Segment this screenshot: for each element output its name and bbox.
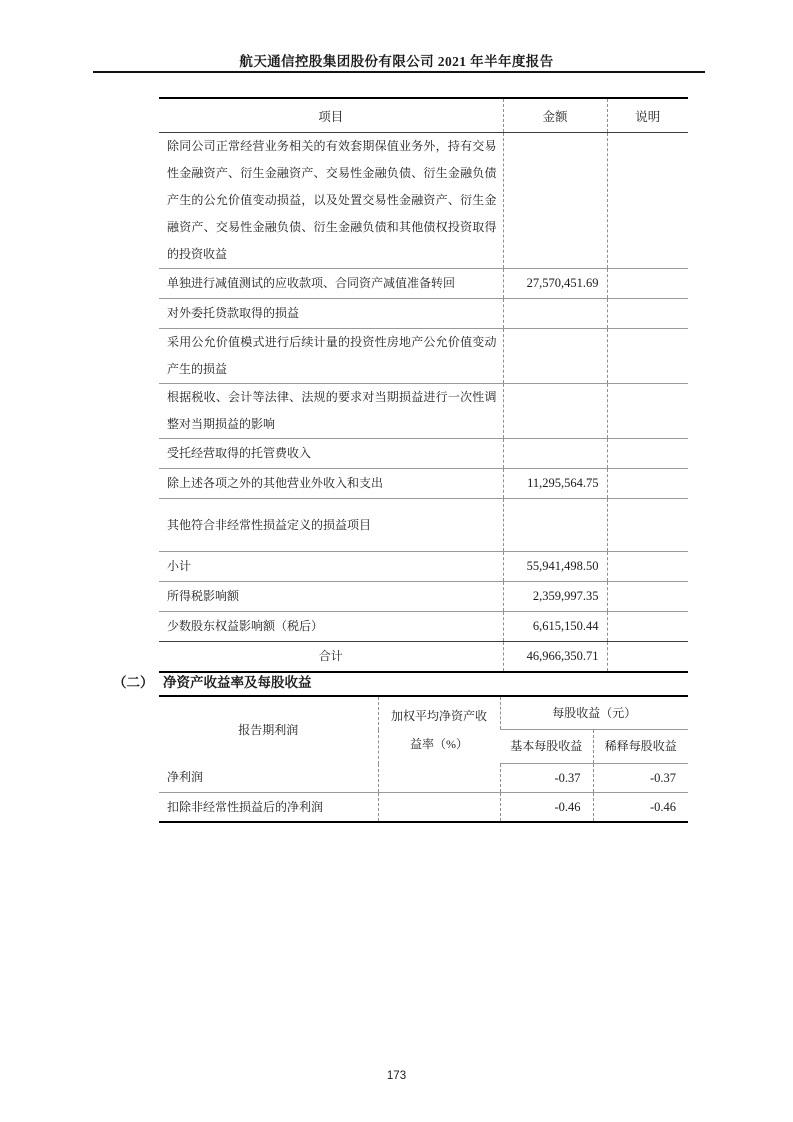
basic-eps-cell: -0.37 [500, 764, 593, 793]
item-cell: 小计 [159, 552, 503, 582]
section-marker: （二） [113, 675, 154, 690]
item-cell: 少数股东权益影响额（税后） [159, 612, 503, 642]
item-cell: 受托经营取得的托管费收入 [159, 439, 503, 469]
column-header-roe: 加权平均净资产收益率（%） [378, 696, 500, 764]
item-cell: 除上述各项之外的其他营业外收入和支出 [159, 469, 503, 499]
note-cell [607, 499, 688, 552]
item-cell: 所得税影响额 [159, 582, 503, 612]
note-cell [607, 329, 688, 384]
section-heading [113, 671, 688, 691]
note-cell [607, 552, 688, 582]
diluted-eps-cell: -0.37 [593, 764, 688, 793]
note-cell [607, 612, 688, 642]
item-cell: 采用公允价值模式进行后续计量的投资性房地产公允价值变动产生的损益 [159, 329, 503, 384]
roe-eps-table [159, 695, 688, 823]
column-header-basic-eps: 基本每股收益 [500, 730, 593, 764]
roe-cell [378, 764, 500, 793]
amount-cell [503, 133, 607, 269]
item-cell: 根据税收、会计等法律、法规的要求对当期损益进行一次性调整对当期损益的影响 [159, 384, 503, 439]
amount-cell [503, 439, 607, 469]
table-row [159, 499, 688, 552]
non-recurring-items-table [159, 97, 688, 673]
table-row [159, 469, 688, 499]
note-cell [607, 582, 688, 612]
note-cell [607, 299, 688, 329]
note-cell [607, 439, 688, 469]
amount-cell [503, 299, 607, 329]
amount-cell [503, 384, 607, 439]
label-cell: 净利润 [167, 770, 204, 785]
item-cell: 对外委托贷款取得的损益 [159, 299, 503, 329]
amount-cell: 2,359,997.35 [503, 582, 607, 612]
table-row [159, 269, 688, 299]
page-number: 173 [386, 1070, 407, 1082]
item-cell: 其他符合非经常性损益定义的损益项目 [159, 499, 503, 552]
column-header-item: 项目 [159, 98, 503, 133]
note-cell [607, 133, 688, 269]
amount-cell: 46,966,350.71 [503, 642, 607, 673]
note-cell [607, 269, 688, 299]
amount-cell [503, 329, 607, 384]
table-row [159, 793, 688, 823]
note-cell [607, 384, 688, 439]
amount-cell: 55,941,498.50 [503, 552, 607, 582]
column-header-note: 说明 [607, 98, 688, 133]
table-row [159, 764, 688, 793]
item-cell: 除同公司正常经营业务相关的有效套期保值业务外，持有交易性金融资产、衍生金融资产、交易性金融负债、衍生金融负债产生的公允价值变动损益，以及处置交易性金融资产、衍生金融资产、交易性金融负债、衍生金融负债和其他债权投资取得的投资收益 [167, 139, 497, 261]
item-cell: 单独进行减值测试的应收款项、合同资产减值准备转回 [159, 269, 503, 299]
header-rule [93, 71, 705, 73]
subtotal-row [159, 552, 688, 582]
table-row [159, 299, 688, 329]
note-cell [607, 642, 688, 673]
roe-cell [378, 793, 500, 823]
amount-cell: 11,295,564.75 [503, 469, 607, 499]
table-row [159, 582, 688, 612]
total-row [159, 642, 688, 673]
note-cell [607, 469, 688, 499]
table-header-row [159, 98, 688, 133]
column-header-diluted-eps: 稀释每股收益 [593, 730, 688, 764]
item-cell: 合计 [159, 642, 503, 673]
table-row [159, 384, 688, 439]
amount-cell: 6,615,150.44 [503, 612, 607, 642]
table-row [159, 329, 688, 384]
amount-cell [503, 499, 607, 552]
column-header-profit: 报告期利润 [238, 722, 299, 737]
amount-cell: 27,570,451.69 [503, 269, 607, 299]
table-row [159, 133, 688, 269]
section-title: 净资产收益率及每股收益 [163, 675, 312, 690]
table-row [159, 612, 688, 642]
column-header-amount: 金额 [503, 98, 607, 133]
report-title: 航天通信控股集团股份有限公司 2021 年半年度报告 [239, 54, 554, 69]
basic-eps-cell: -0.46 [500, 793, 593, 823]
table-header-row [159, 696, 688, 730]
label-cell: 扣除非经常性损益后的净利润 [159, 793, 378, 823]
diluted-eps-cell: -0.46 [593, 793, 688, 823]
column-group-eps: 每股收益（元） [500, 696, 688, 730]
table-row [159, 439, 688, 469]
